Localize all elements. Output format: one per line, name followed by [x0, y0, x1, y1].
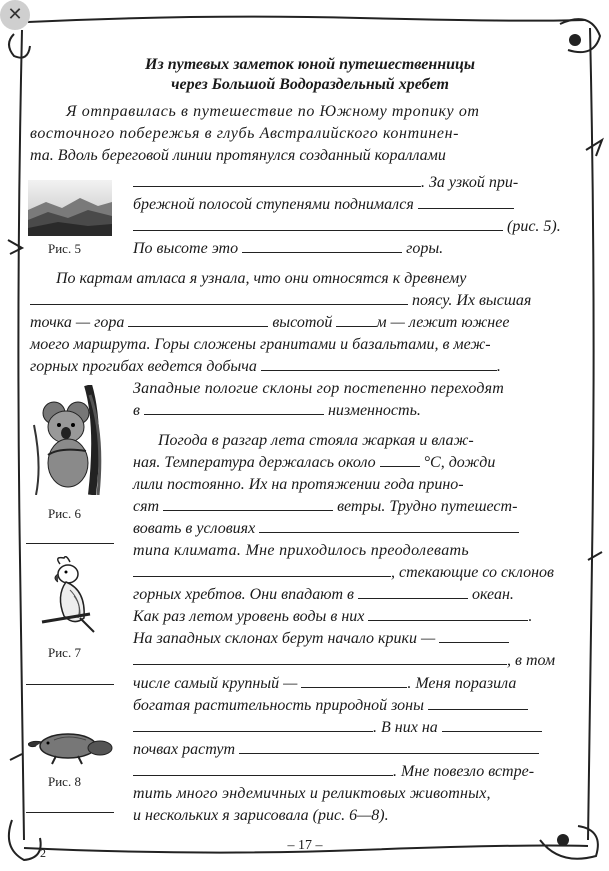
corner-mark: 2: [40, 846, 46, 860]
text-fragment: По высоте это: [133, 240, 239, 257]
figure-caption: Рис. 8: [48, 774, 81, 789]
text-fragment: горных прогибах ведется добыча: [30, 358, 257, 375]
page-number: – 17 –: [287, 838, 323, 853]
text-fragment: ветры. Трудно путешест-: [337, 498, 518, 515]
answer-blank[interactable]: [239, 739, 539, 754]
text-fragment: .: [528, 608, 533, 625]
text-fragment: . В них на: [373, 719, 438, 736]
text-line: тить много эндемичных и реликтовых животных,: [133, 785, 491, 802]
text-fragment: богатая растительность природной зоны: [133, 697, 424, 714]
text-fragment: .: [496, 358, 501, 375]
answer-blank[interactable]: [442, 717, 542, 732]
text-fragment: поясу. Их высшая: [412, 292, 532, 309]
answer-blank[interactable]: [133, 717, 373, 732]
text-fragment: . Мне повезло встре-: [393, 763, 535, 780]
text-fragment: сят: [133, 498, 160, 515]
text-fragment: почвах растут: [133, 741, 236, 758]
answer-blank[interactable]: [163, 496, 333, 511]
figure-caption: Рис. 5: [48, 241, 81, 256]
answer-blank[interactable]: [26, 543, 114, 544]
text-fragment: , стекающие со склонов: [391, 564, 554, 581]
text-fragment: числе самый крупный —: [133, 675, 298, 692]
text-fragment: °С, дожди: [423, 454, 496, 471]
text-line: та. Вдоль береговой линии протянулся созданный кораллами: [30, 147, 446, 164]
text-fragment: горных хребтов. Они впадают в: [133, 586, 354, 603]
text-fragment: горы.: [406, 240, 444, 257]
text-line: По картам атласа я узнала, что они относятся к древнему: [56, 270, 467, 287]
answer-blank[interactable]: [428, 695, 528, 710]
text-fragment: , в том: [507, 652, 556, 669]
answer-blank[interactable]: [133, 216, 503, 231]
answer-blank[interactable]: [261, 356, 497, 371]
text-fragment: На западных склонах берут начало крики —: [133, 630, 436, 647]
text-line: типа климата. Мне приходилось преодолевать: [133, 542, 469, 559]
text-fragment: вовать в условиях: [133, 520, 256, 537]
text-fragment: низменность.: [327, 402, 421, 419]
answer-blank[interactable]: [30, 290, 408, 305]
answer-blank[interactable]: [133, 761, 393, 776]
koala-illustration: [30, 385, 114, 495]
cockatoo-illustration: [40, 556, 100, 636]
title-line-2: через Большой Водораздельный хребет: [171, 76, 449, 93]
text-fragment: океан.: [471, 586, 514, 603]
mountain-landscape-image: [28, 180, 112, 236]
answer-blank[interactable]: [26, 684, 114, 685]
answer-blank[interactable]: [439, 628, 509, 643]
answer-blank[interactable]: [259, 518, 519, 533]
answer-blank[interactable]: [358, 584, 468, 599]
answer-blank[interactable]: [242, 238, 402, 253]
text-fragment: . За узкой при-: [421, 174, 519, 191]
answer-blank[interactable]: [418, 194, 514, 209]
text-fragment: высотой: [272, 314, 333, 331]
platypus-illustration: [28, 722, 116, 766]
answer-blank[interactable]: [144, 400, 324, 415]
text-fragment: точка — гора: [30, 314, 125, 331]
text-fragment: (рис. 5).: [507, 218, 561, 235]
answer-blank[interactable]: [128, 312, 268, 327]
answer-blank[interactable]: [368, 606, 528, 621]
answer-blank[interactable]: [133, 650, 507, 665]
answer-blank[interactable]: [133, 562, 391, 577]
text-line: лили постоянно. Их на протяжении года прино-: [133, 476, 464, 493]
answer-blank[interactable]: [301, 673, 407, 688]
text-line: Я отправилась в путешествие по Южному тропику от: [66, 103, 480, 120]
figure-caption: Рис. 7: [48, 645, 81, 660]
text-fragment: Как раз летом уровень воды в них: [133, 608, 365, 625]
title-line-1: Из путевых заметок юной путешественницы: [145, 56, 475, 73]
answer-blank[interactable]: [336, 312, 376, 327]
answer-blank[interactable]: [380, 452, 420, 467]
text-line: моего маршрута. Горы сложены гранитами и базальтами, в меж-: [30, 336, 491, 353]
text-fragment: ная. Температура держалась около: [133, 454, 376, 471]
text-line: и нескольких я зарисовала (рис. 6—8).: [133, 807, 389, 824]
text-fragment: . Меня поразила: [407, 675, 517, 692]
text-fragment: брежной полосой ступенями поднимался: [133, 196, 414, 213]
answer-blank[interactable]: [26, 812, 114, 813]
close-icon[interactable]: ✕: [0, 0, 30, 30]
text-line: Западные пологие склоны гор постепенно переходят: [133, 380, 505, 397]
text-fragment: м — лежит южнее: [376, 314, 510, 331]
text-line: Погода в разгар лета стояла жаркая и влаж-: [158, 432, 474, 449]
answer-blank[interactable]: [133, 172, 421, 187]
figure-caption: Рис. 6: [48, 506, 81, 521]
text-line: восточного побережья в глубь Австралийского континен-: [30, 125, 460, 142]
text-fragment: в: [133, 402, 140, 419]
